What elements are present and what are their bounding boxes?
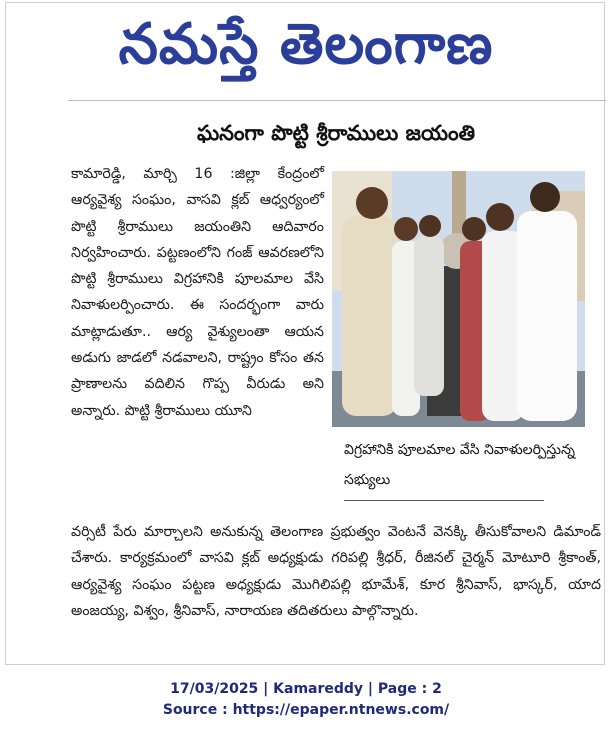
newspaper-clipping	[5, 2, 605, 665]
footer-source: Source : https://epaper.ntnews.com/	[162, 702, 450, 718]
masthead-divider	[68, 100, 606, 101]
article-body-part2: వర్సిటీ పేరు మార్చాలని అనుకున్న తెలంగాణ ప్రభుత్వం వెంటనే వెనక్కి తీసుకోవాలని డిమాండ్ చేశారు. కార్యక్రమంలో వాసవి క్లబ్ అధ్యక్షుడు గరిపల్లి శ్రీధర్, రీజినల్ చైర్మన్ మోటూరి శ్రీకాంత్, ఆర్యవైశ్య సంఘం పట్టణ అధ్యక్షుడు మొగిలిపల్లి భూమేశ్, కూర శ్రీనివాస్, భాస్కర్, యాద అంజయ్య, విశ్వం, శ్రీనివాస్, నారాయణ తదితరులు పాల్గొన్నారు.	[71, 524, 601, 619]
photo-caption: విగ్రహానికి పూలమాల వేసి నివాళులర్పిస్తున్న సభ్యులు	[344, 442, 575, 488]
article-photo	[332, 171, 585, 427]
caption-underline	[344, 500, 544, 501]
footer-date-edition: 17/03/2025 | Kamareddy | Page : 2	[170, 681, 442, 697]
group-photo-illustration	[332, 171, 585, 427]
article-headline: ఘనంగా పొట్టి శ్రీరాములు జయంతి	[196, 121, 476, 145]
article-body-part1: కామారెడ్డి, మార్చి 16 :జిల్లా కేంద్రంలో ఆర్యవైశ్య సంఘం, వాసవి క్లబ్ ఆధ్వర్యంలో పొట్టి శ్రీరాములు జయంతిని ఆదివారం నిర్వహించారు. పట్టణంలోని గంజ్ ఆవరణలోని పొట్టి శ్రీరాములు విగ్రహానికి పూలమాల వేసి నివాళులర్పించారు. ఈ సందర్భంగా వారు మాట్లాడుతూ.. ఆర్య వైశ్యులంతా ఆయన అడుగు జాడలో నడవాలని, రాష్ట్రం కోసం తన ప్రాణాలను వదిలిన గొప్ప వీరుడు అని అన్నారు. పొట్టి శ్రీరాములు యూని	[71, 166, 324, 419]
masthead-logo: నమస్తే తెలంగాణ	[118, 12, 494, 77]
article-column-text	[71, 161, 324, 424]
